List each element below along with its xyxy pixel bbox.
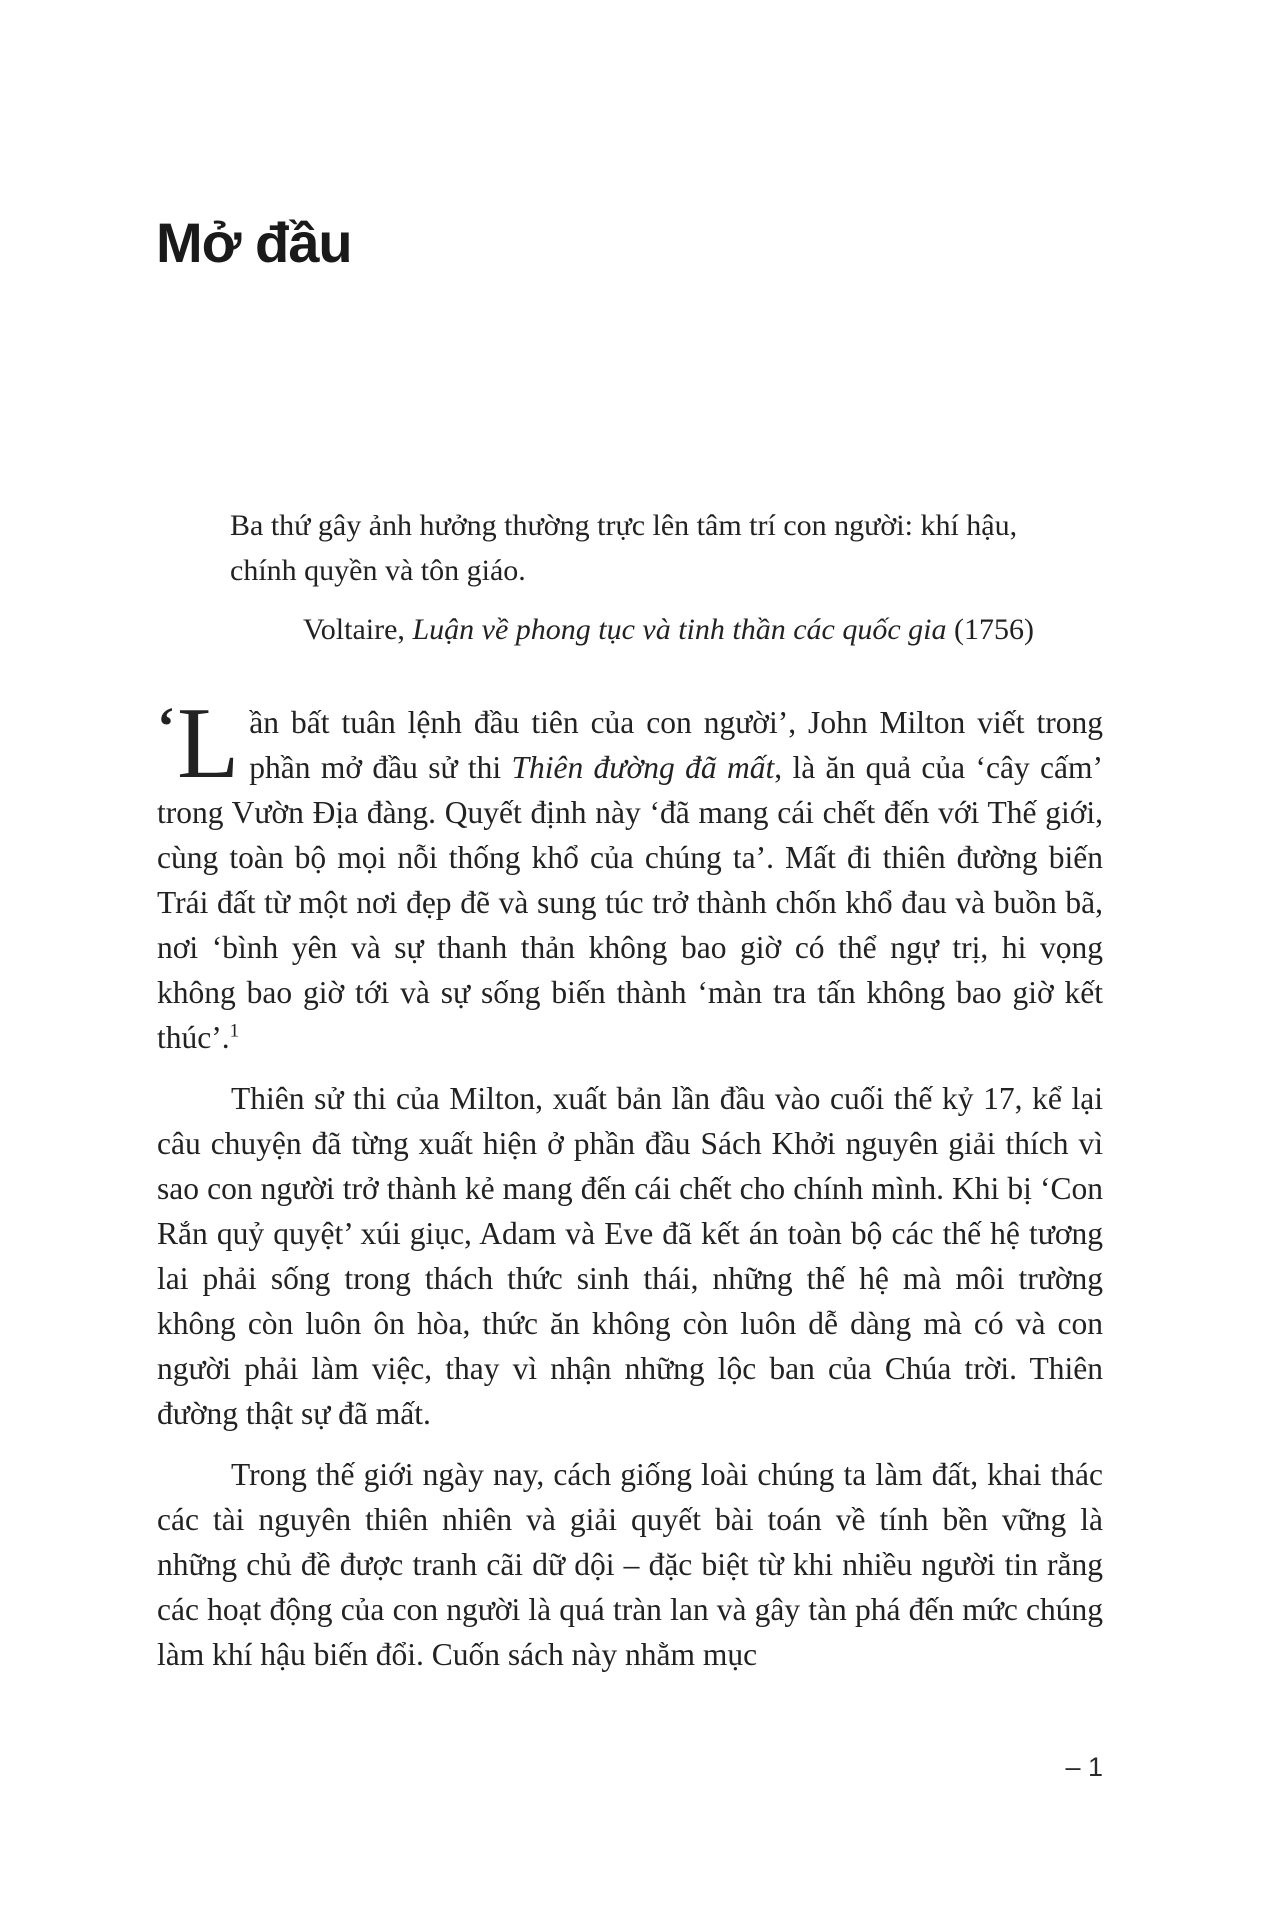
epigraph-year: (1756) <box>946 613 1034 646</box>
book-title-italic: Thiên đường đã mất <box>511 750 775 785</box>
chapter-title: Mở đầu <box>156 210 352 274</box>
drop-cap <box>157 687 240 800</box>
epigraph-work-title: Luận về phong tục và tinh thần các quốc gia <box>412 613 947 646</box>
body-text <box>157 687 1103 1677</box>
paragraph-2: Thiên sử thi của Milton, xuất bản lần đầu vào cuối thế kỷ 17, kể lại câu chuyện đã từng xuất hiện ở phần đầu Sách Khởi nguyên giải thích vì sao con người trở thành kẻ mang đến cái chết cho chính mình. Khi bị ‘Con Rắn quỷ quyệt’ xúi giục, Adam và Eve đã kết án toàn bộ các thế hệ tương lai phải sống trong thách thức sinh thái, những thế hệ mà môi trường không còn luôn ôn hòa, thức ăn không còn luôn dễ dàng mà có và con người phải làm việc, thay vì nhận những lộc ban của Chúa trời. Thiên đường thật sự đã mất. <box>157 1081 1103 1431</box>
footnote-reference-1: 1 <box>229 1020 240 1042</box>
paragraph-1-text-end: , là ăn quả của ‘cây cấm’ trong Vườn Địa đàng. Quyết định này ‘đã mang cái chết đến với Thế giới, cùng toàn bộ mọi nỗi thống khổ của chúng ta’. Mất đi thiên đường biến Trái đất từ một nơi đẹp đẽ và sung túc trở thành chốn khổ đau và buồn bã, nơi ‘bình yên và sự thanh thản không bao giờ có thể ngự trị, hi vọng không bao giờ tới và sự sống biến thành ‘màn tra tấn không bao giờ kết thúc’. <box>157 750 1103 1055</box>
paragraph-1-text-start: ần bất tuân lệnh đầu tiên của con người’, John Milton viết trong phần mở đầu sử thi <box>249 705 1103 785</box>
page-number: – 1 <box>1065 1752 1103 1782</box>
epigraph-quote: Ba thứ gây ảnh hưởng thường trực lên tâm trí con người: khí hậu, chính quyền và tôn giáo. <box>230 509 1018 587</box>
epigraph-attribution <box>230 607 1034 652</box>
epigraph-author: Voltaire, <box>303 613 413 646</box>
drop-cap-letter: L <box>176 687 240 800</box>
drop-cap-quote-mark: ‘ <box>157 696 175 756</box>
paragraph-3: Trong thế giới ngày nay, cách giống loài chúng ta làm đất, khai thác các tài nguyên thiên nhiên và giải quyết bài toán về tính bền vững là những chủ đề được tranh cãi dữ dội – đặc biệt từ khi nhiều người tin rằng các hoạt động của con người là quá tràn lan và gây tàn phá đến mức chúng làm khí hậu biến đổi. Cuốn sách này nhằm mục <box>157 1457 1103 1672</box>
paragraph-1 <box>157 687 1103 1060</box>
epigraph <box>230 503 1034 652</box>
